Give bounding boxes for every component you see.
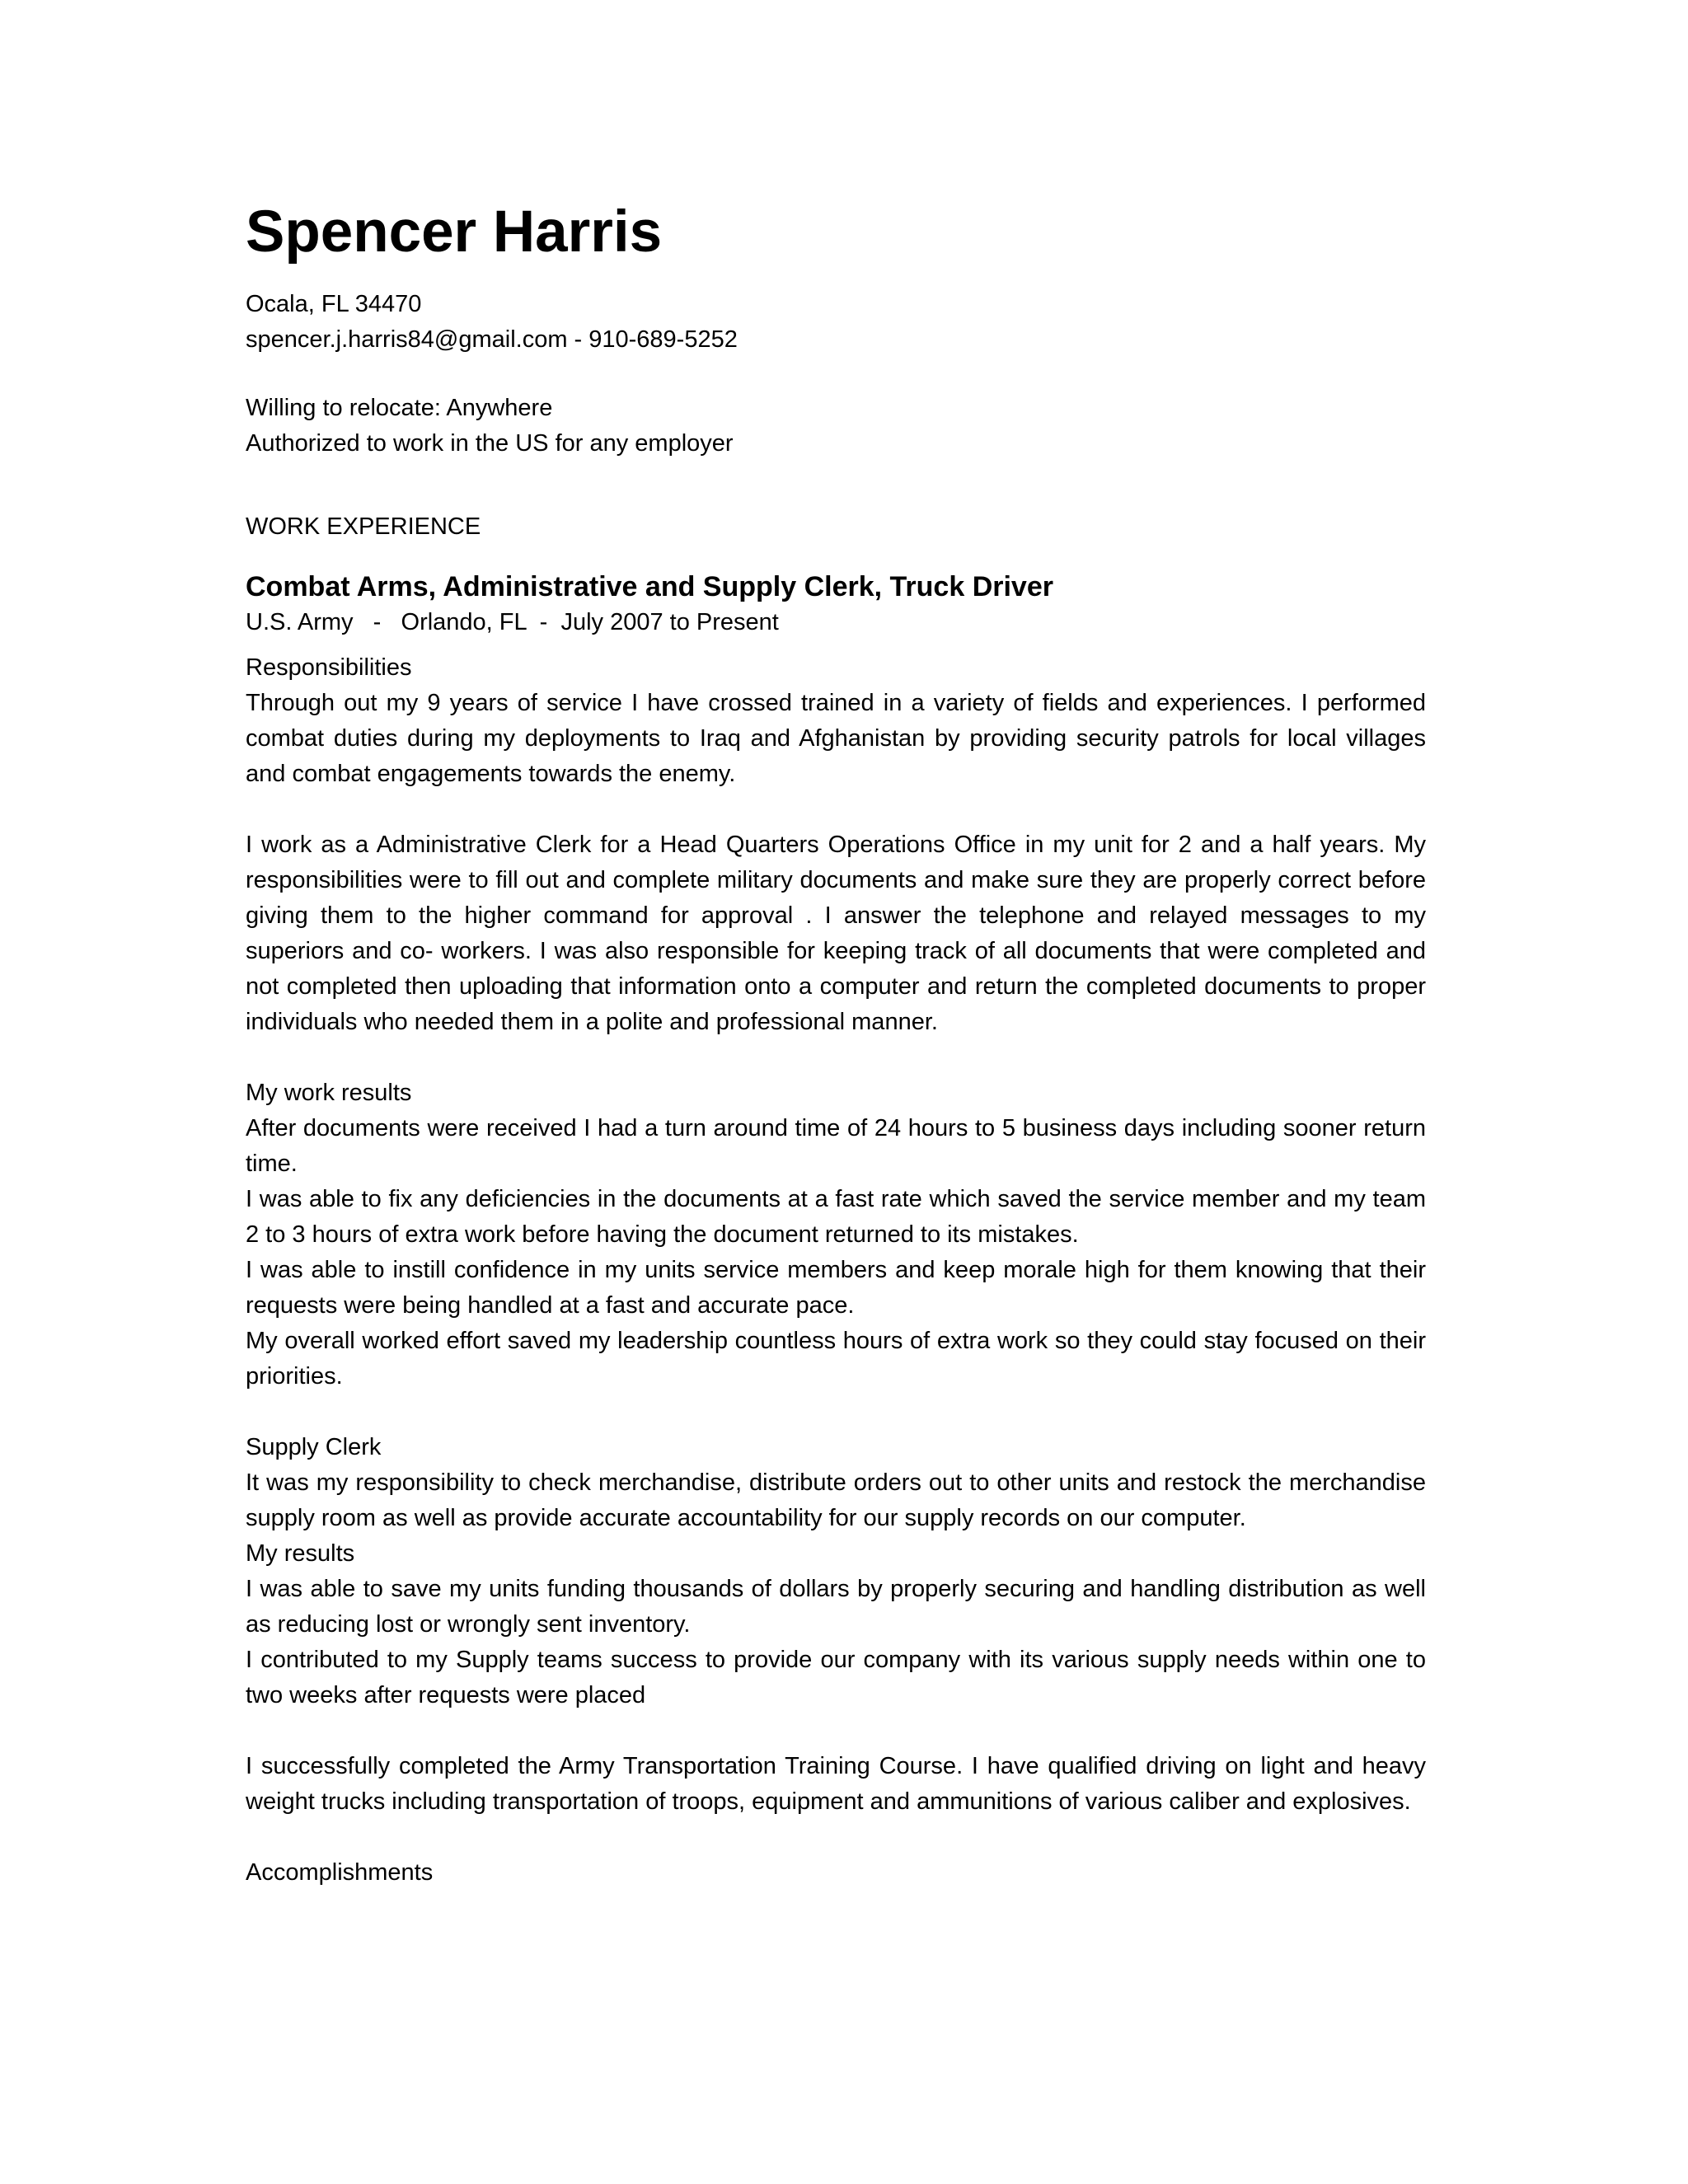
responsibilities-label: Responsibilities bbox=[246, 654, 412, 681]
work-result-item: I was able to fix any deficiencies in the documents at a fast rate which saved the service member and my team 2 to 3 hours of extra work before having the document returned to its mistakes. bbox=[246, 1186, 1426, 1248]
results-label: My results bbox=[246, 1540, 355, 1567]
work-experience-heading: WORK EXPERIENCE bbox=[246, 513, 481, 540]
work-results-label: My work results bbox=[246, 1080, 412, 1106]
relocate-preference: Willing to relocate: Anywhere bbox=[246, 395, 553, 421]
job-meta: U.S. Army - Orlando, FL - July 2007 to Present bbox=[246, 609, 779, 635]
work-result-item: My overall worked effort saved my leadership countless hours of extra work so they could stay focused on their priorities. bbox=[246, 1328, 1426, 1390]
candidate-name: Spencer Harris bbox=[246, 199, 663, 265]
work-authorization: Authorized to work in the US for any employer bbox=[246, 430, 734, 457]
result-item: I contributed to my Supply teams success to provide our company with its various supply needs within one to two weeks after requests were placed bbox=[246, 1647, 1426, 1708]
responsibilities-text: Through out my 9 years of service I have crossed trained in a variety of fields and experiences. I performed combat duties during my deployments to Iraq and Afghanistan by providing security patrols for local villages and combat engagements towards the enemy. bbox=[246, 690, 1426, 787]
accomplishments-label: Accomplishments bbox=[246, 1859, 434, 1886]
work-result-item: I was able to instill confidence in my units service members and keep morale high for them knowing that their requests were being handled at a fast and accurate pace. bbox=[246, 1257, 1426, 1319]
resume-page bbox=[246, 194, 1426, 1891]
contact-info: spencer.j.harris84@gmail.com - 910-689-5252 bbox=[246, 326, 738, 353]
work-result-item: After documents were received I had a turn around time of 24 hours to 5 business days including sooner return time. bbox=[246, 1115, 1426, 1177]
transportation-text: I successfully completed the Army Transportation Training Course. I have qualified driving on light and heavy weight trucks including transportation of troops, equipment and ammunitions of various caliber and explosives. bbox=[246, 1753, 1426, 1815]
location: Ocala, FL 34470 bbox=[246, 291, 422, 317]
supply-clerk-label: Supply Clerk bbox=[246, 1434, 382, 1460]
supply-clerk-text: It was my responsibility to check merchandise, distribute orders out to other units and restock the merchandise supply room as well as provide accurate accountability for our supply records on our computer. bbox=[246, 1469, 1426, 1531]
job-title: Combat Arms, Administrative and Supply Clerk, Truck Driver bbox=[246, 571, 1053, 602]
admin-clerk-text: I work as a Administrative Clerk for a Head Quarters Operations Office in my unit for 2 and a half years. My responsibilities were to fill out and complete military documents and make sure they are properly correct before giving them to the higher command for approval . I answer the telephone and relayed messages to my superiors and co- workers. I was also responsible for keeping track of all documents that were completed and not completed then uploading that information onto a computer and return the completed documents to proper individuals who needed them in a polite and professional manner. bbox=[246, 832, 1426, 1035]
result-item: I was able to save my units funding thousands of dollars by properly securing and handling distribution as well as reducing lost or wrongly sent inventory. bbox=[246, 1576, 1426, 1638]
